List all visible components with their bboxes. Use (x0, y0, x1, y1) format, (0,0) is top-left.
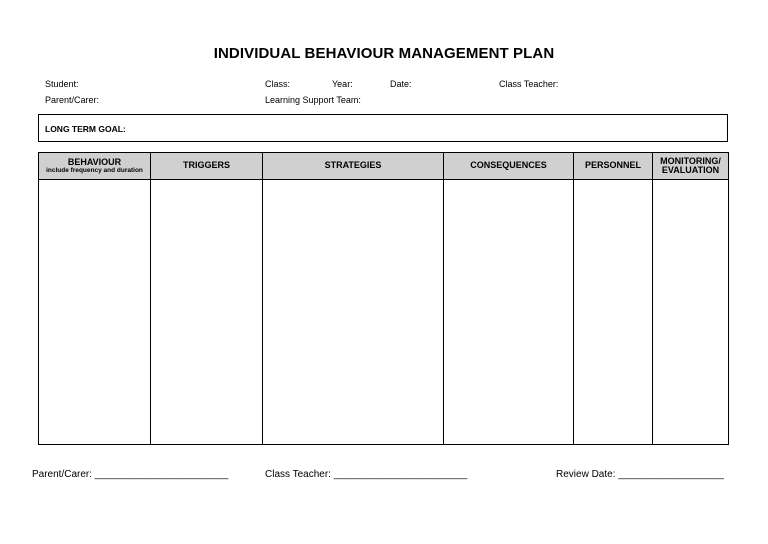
parent-carer-signature: Parent/Carer: ________________________ (32, 469, 229, 480)
cell-personnel[interactable] (574, 180, 653, 445)
cell-consequences[interactable] (444, 180, 574, 445)
behaviour-plan-table (38, 152, 729, 445)
header-monitoring-evaluation: MONITORING/ EVALUATION (653, 153, 729, 180)
review-date-signature: Review Date: ___________________ (556, 469, 724, 480)
cell-strategies[interactable] (263, 180, 444, 445)
learning-support-team-field: Learning Support Team: (265, 95, 361, 105)
table-header-row (39, 153, 729, 180)
year-field: Year: (332, 79, 353, 89)
table-row (39, 180, 729, 445)
header-behaviour-sublabel: include frequency and duration (46, 167, 143, 175)
date-field: Date: (390, 79, 412, 89)
header-strategies: STRATEGIES (263, 153, 444, 180)
header-personnel: PERSONNEL (574, 153, 653, 180)
cell-monitoring-evaluation[interactable] (653, 180, 729, 445)
long-term-goal-label: LONG TERM GOAL: (45, 124, 126, 134)
header-consequences: CONSEQUENCES (444, 153, 574, 180)
parent-carer-field: Parent/Carer: (45, 95, 100, 105)
cell-triggers[interactable] (151, 180, 263, 445)
header-behaviour-label: BEHAVIOUR (67, 156, 122, 167)
class-teacher-signature: Class Teacher: ________________________ (265, 469, 468, 480)
class-field: Class: (265, 79, 291, 89)
header-behaviour (39, 153, 151, 180)
student-field: Student: (45, 79, 79, 89)
page-title: INDIVIDUAL BEHAVIOUR MANAGEMENT PLAN (213, 45, 555, 62)
class-teacher-field: Class Teacher: (499, 79, 559, 89)
cell-behaviour[interactable] (39, 180, 151, 445)
header-triggers: TRIGGERS (151, 153, 263, 180)
long-term-goal-box[interactable] (38, 114, 728, 142)
